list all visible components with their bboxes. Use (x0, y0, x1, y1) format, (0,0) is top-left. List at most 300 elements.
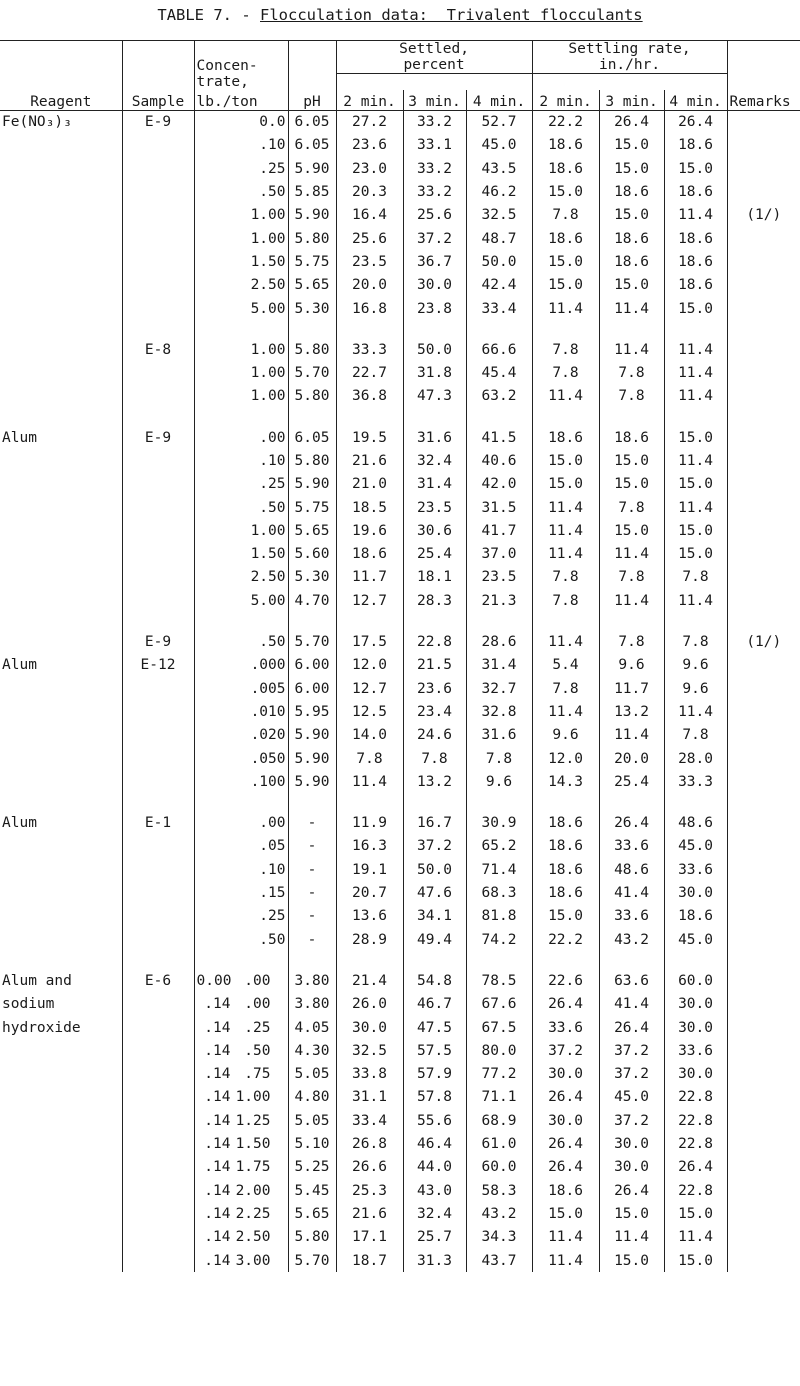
rate-2min-cell: 18.6 (532, 1179, 599, 1202)
settled-4min-cell: 41.5 (466, 426, 532, 449)
alum-concentration: .14 (204, 1182, 231, 1199)
settled-4min-cell: 48.7 (466, 227, 532, 250)
alum-concentration: .14 (204, 1159, 231, 1176)
ph-cell: 5.90 (288, 204, 336, 227)
rate-4min-cell: 26.4 (664, 110, 727, 134)
rate-4min-cell: 11.4 (664, 204, 727, 227)
table-row (0, 993, 800, 1016)
reagent-cell: Alum and (2, 972, 72, 989)
ph-cell: 5.80 (288, 227, 336, 250)
concentrate-cell: .00 (194, 426, 288, 449)
ph-header: pH (288, 90, 336, 111)
ph-cell: 5.90 (288, 157, 336, 180)
rate-3min-cell: 41.4 (599, 993, 664, 1016)
table-row (0, 1226, 800, 1249)
remarks-cell (727, 519, 800, 542)
rate-3min-cell: 15.0 (599, 519, 664, 542)
flocculation-table (0, 40, 800, 1272)
settled-4min-cell: 60.0 (466, 1156, 532, 1179)
remarks-cell (727, 858, 800, 881)
rate-2min-header: 2 min. (532, 90, 599, 111)
sample-cell (122, 449, 194, 472)
rate-3min-cell: 37.2 (599, 1109, 664, 1132)
settled-4min-cell: 31.5 (466, 496, 532, 519)
rate-2min-cell: 18.6 (532, 134, 599, 157)
hydroxide-concentration: .25 (244, 1019, 271, 1036)
ph-cell: - (288, 858, 336, 881)
table-row (0, 473, 800, 496)
rate-2min-cell: 7.8 (532, 204, 599, 227)
alum-concentration: .14 (204, 1229, 231, 1246)
rate-2min-cell: 18.6 (532, 812, 599, 835)
rate-3min-cell: 9.6 (599, 654, 664, 677)
rate-4min-cell: 30.0 (664, 881, 727, 904)
rate-4min-cell: 48.6 (664, 812, 727, 835)
row-spacer (0, 320, 800, 338)
alum-concentration: .14 (204, 1136, 231, 1153)
ph-cell: 4.05 (288, 1016, 336, 1039)
settled-4min-cell: 42.0 (466, 473, 532, 496)
table-row (0, 227, 800, 250)
sample-cell (122, 543, 194, 566)
table-row (0, 835, 800, 858)
table-row (0, 770, 800, 793)
reagent-cell: Alum (2, 429, 37, 446)
ph-cell: 5.45 (288, 1179, 336, 1202)
rate-3min-cell: 30.0 (599, 1132, 664, 1155)
rate-2min-cell: 15.0 (532, 473, 599, 496)
sample-cell (122, 993, 194, 1016)
sample-cell (122, 1179, 194, 1202)
settled-3min-cell: 50.0 (403, 858, 466, 881)
alum-concentration: .14 (204, 1112, 231, 1129)
rate-2min-cell: 5.4 (532, 654, 599, 677)
settled-4min-cell: 40.6 (466, 449, 532, 472)
hydroxide-concentration: 1.00 (235, 1089, 271, 1106)
remarks-cell (727, 905, 800, 928)
rate-4min-cell: 33.6 (664, 1039, 727, 1062)
ph-cell: 5.80 (288, 449, 336, 472)
rate-4min-cell: 15.0 (664, 519, 727, 542)
table-row (0, 1109, 800, 1132)
rate-4min-cell: 15.0 (664, 1249, 727, 1272)
settled-4min-cell: 63.2 (466, 385, 532, 408)
rate-4min-cell: 33.3 (664, 770, 727, 793)
rate-2min-cell: 18.6 (532, 858, 599, 881)
reagent-cell (0, 385, 122, 408)
concentrate-cell (194, 1179, 288, 1202)
sample-cell (122, 1016, 194, 1039)
ph-cell: 3.80 (288, 993, 336, 1016)
ph-cell: 6.05 (288, 426, 336, 449)
remarks-cell (727, 1156, 800, 1179)
rate-2min-cell: 26.4 (532, 993, 599, 1016)
row-spacer (0, 408, 800, 426)
settled-3min-cell: 49.4 (403, 928, 466, 951)
settled-4min-cell: 71.1 (466, 1086, 532, 1109)
rate-2min-cell: 26.4 (532, 1086, 599, 1109)
table-row (0, 134, 800, 157)
rate-3min-cell: 7.8 (599, 496, 664, 519)
table-row (0, 1249, 800, 1272)
rate-4min-cell: 30.0 (664, 993, 727, 1016)
reagent-cell (0, 297, 122, 320)
concentrate-cell: .10 (194, 134, 288, 157)
remarks-cell (727, 385, 800, 408)
remarks-cell (727, 227, 800, 250)
rate-2min-cell: 30.0 (532, 1062, 599, 1085)
remarks-cell (727, 250, 800, 273)
ph-cell: 5.70 (288, 630, 336, 653)
remarks-cell (727, 1202, 800, 1225)
rate-3min-cell: 26.4 (599, 1179, 664, 1202)
table-title: Flocculation data: Trivalent flocculants (260, 6, 643, 24)
sample-cell (122, 747, 194, 770)
settled-4min-cell: 78.5 (466, 969, 532, 992)
concentrate-cell: 2.50 (194, 566, 288, 589)
rate-2min-cell: 12.0 (532, 747, 599, 770)
ph-cell: - (288, 835, 336, 858)
sample-cell: E-8 (122, 338, 194, 361)
sample-cell: E-6 (122, 969, 194, 992)
rate-3min-cell: 7.8 (599, 385, 664, 408)
concentrate-cell (194, 1249, 288, 1272)
rate-3min-cell: 11.4 (599, 338, 664, 361)
table-row (0, 519, 800, 542)
rate-2min-cell: 11.4 (532, 496, 599, 519)
rate-2min-cell: 7.8 (532, 589, 599, 612)
settled-4min-cell: 67.5 (466, 1016, 532, 1039)
rate-2min-cell: 11.4 (532, 543, 599, 566)
settled-3min-cell: 34.1 (403, 905, 466, 928)
remarks-cell (727, 654, 800, 677)
rate-2min-cell: 11.4 (532, 297, 599, 320)
rate-2min-cell: 11.4 (532, 630, 599, 653)
rate-3min-cell: 7.8 (599, 630, 664, 653)
rate-2min-cell: 11.4 (532, 385, 599, 408)
rate-4min-cell: 18.6 (664, 274, 727, 297)
table-row (0, 654, 800, 677)
rate-4min-cell: 11.4 (664, 361, 727, 384)
sample-cell (122, 1226, 194, 1249)
rate-2min-cell: 15.0 (532, 274, 599, 297)
sample-cell (122, 677, 194, 700)
concentrate-cell (194, 1226, 288, 1249)
reagent-cell (0, 747, 122, 770)
remarks-cell (727, 1062, 800, 1085)
reagent-cell (0, 134, 122, 157)
rate-4min-cell: 15.0 (664, 157, 727, 180)
rate-3min-cell: 11.4 (599, 724, 664, 747)
rate-4min-cell: 22.8 (664, 1109, 727, 1132)
settled-2min-cell: 17.1 (336, 1226, 403, 1249)
alum-concentration: .14 (204, 1066, 231, 1083)
table-row (0, 1202, 800, 1225)
settled-unit-header: percent (336, 57, 532, 74)
alum-concentration: .14 (204, 1205, 231, 1222)
remarks-cell (727, 1132, 800, 1155)
settled-3min-cell: 25.4 (403, 543, 466, 566)
rate-4min-cell: 7.8 (664, 630, 727, 653)
remarks-cell (727, 449, 800, 472)
sample-cell (122, 724, 194, 747)
concentrate-cell (194, 993, 288, 1016)
settled-2min-cell: 20.0 (336, 274, 403, 297)
settled-3min-cell: 37.2 (403, 835, 466, 858)
reagent-cell (0, 496, 122, 519)
settled-2min-cell: 19.6 (336, 519, 403, 542)
hydroxide-concentration: 2.00 (235, 1182, 271, 1199)
rate-4min-cell: 9.6 (664, 654, 727, 677)
sample-cell (122, 297, 194, 320)
settled-3min-cell: 44.0 (403, 1156, 466, 1179)
settled-2min-cell: 21.0 (336, 473, 403, 496)
alum-concentration: 0.00 (196, 972, 232, 989)
reagent-cell (0, 1202, 122, 1225)
ph-cell: 4.30 (288, 1039, 336, 1062)
reagent-cell (0, 881, 122, 904)
sample-cell (122, 1156, 194, 1179)
settled-3min-cell: 30.6 (403, 519, 466, 542)
ph-cell: - (288, 905, 336, 928)
rate-4min-cell: 7.8 (664, 566, 727, 589)
concentrate-cell (194, 1062, 288, 1085)
settled-2min-cell: 16.4 (336, 204, 403, 227)
ph-cell: 5.70 (288, 1249, 336, 1272)
concentrate-cell: 0.0 (194, 110, 288, 134)
remarks-cell (727, 747, 800, 770)
reagent-cell (0, 589, 122, 612)
table-row (0, 1132, 800, 1155)
concentrate-cell: .50 (194, 630, 288, 653)
remarks-cell (727, 543, 800, 566)
settled-4min-header: 4 min. (466, 90, 532, 111)
settled-2min-cell: 12.7 (336, 589, 403, 612)
remarks-cell (727, 473, 800, 496)
table-row (0, 724, 800, 747)
settled-3min-cell: 23.6 (403, 677, 466, 700)
table-row (0, 157, 800, 180)
settled-4min-cell: 66.6 (466, 338, 532, 361)
reagent-cell: Fe(NO₃)₃ (2, 114, 72, 131)
settled-4min-cell: 34.3 (466, 1226, 532, 1249)
concentrate-cell: .020 (194, 724, 288, 747)
settled-3min-cell: 57.5 (403, 1039, 466, 1062)
rate-3min-cell: 45.0 (599, 1086, 664, 1109)
settled-3min-cell: 57.8 (403, 1086, 466, 1109)
rate-4min-cell: 15.0 (664, 473, 727, 496)
settled-3min-cell: 28.3 (403, 589, 466, 612)
concentrate-cell: .050 (194, 747, 288, 770)
settled-4min-cell: 33.4 (466, 297, 532, 320)
sample-cell (122, 700, 194, 723)
rate-3min-cell: 18.6 (599, 180, 664, 203)
ph-cell: 5.05 (288, 1062, 336, 1085)
settled-3min-cell: 30.0 (403, 274, 466, 297)
rate-4min-cell: 18.6 (664, 227, 727, 250)
remarks-cell (727, 700, 800, 723)
rate-3min-cell: 33.6 (599, 905, 664, 928)
remarks-cell: (1/) (727, 204, 800, 227)
settled-4min-cell: 32.7 (466, 677, 532, 700)
rate-2min-cell: 7.8 (532, 566, 599, 589)
rate-4min-cell: 30.0 (664, 1062, 727, 1085)
rate-3min-cell: 11.7 (599, 677, 664, 700)
sample-cell (122, 496, 194, 519)
concentrate-cell (194, 1132, 288, 1155)
table-row (0, 905, 800, 928)
rate-3min-cell: 11.4 (599, 543, 664, 566)
settled-4min-cell: 52.7 (466, 110, 532, 134)
settled-3min-cell: 7.8 (403, 747, 466, 770)
remarks-cell (727, 274, 800, 297)
sample-cell (122, 227, 194, 250)
settled-2min-cell: 31.1 (336, 1086, 403, 1109)
table-row (0, 881, 800, 904)
ph-cell: 5.05 (288, 1109, 336, 1132)
alum-concentration: .14 (204, 1019, 231, 1036)
table-row (0, 1016, 800, 1039)
settled-2min-cell: 26.6 (336, 1156, 403, 1179)
reagent-cell (0, 770, 122, 793)
rate-2min-cell: 11.4 (532, 519, 599, 542)
table-row (0, 677, 800, 700)
reagent-cell (0, 928, 122, 951)
rate-3min-cell: 20.0 (599, 747, 664, 770)
sample-cell (122, 1062, 194, 1085)
settled-2min-cell: 16.3 (336, 835, 403, 858)
rate-4min-cell: 33.6 (664, 858, 727, 881)
settled-3min-cell: 31.8 (403, 361, 466, 384)
ph-cell: 5.75 (288, 250, 336, 273)
rate-2min-cell: 22.2 (532, 110, 599, 134)
sample-cell (122, 928, 194, 951)
settled-4min-cell: 21.3 (466, 589, 532, 612)
rate-3min-cell: 7.8 (599, 566, 664, 589)
settled-2min-cell: 22.7 (336, 361, 403, 384)
sample-cell (122, 473, 194, 496)
table-body (0, 110, 800, 1272)
rate-2min-cell: 33.6 (532, 1016, 599, 1039)
table-row (0, 250, 800, 273)
settled-4min-cell: 31.6 (466, 724, 532, 747)
rate-3min-cell: 25.4 (599, 770, 664, 793)
settled-3min-cell: 47.5 (403, 1016, 466, 1039)
concentrate-cell: .25 (194, 473, 288, 496)
sample-cell (122, 881, 194, 904)
rate-3min-cell: 37.2 (599, 1062, 664, 1085)
ph-cell: 5.90 (288, 770, 336, 793)
hydroxide-concentration: 1.25 (235, 1112, 271, 1129)
remarks-cell (727, 1226, 800, 1249)
rate-4min-cell: 18.6 (664, 905, 727, 928)
concentrate-cell: 1.00 (194, 204, 288, 227)
table-number: TABLE 7. - (157, 6, 261, 24)
reagent-cell: Alum (2, 657, 37, 674)
rate-2min-cell: 7.8 (532, 677, 599, 700)
settled-3min-cell: 16.7 (403, 812, 466, 835)
reagent-cell (0, 361, 122, 384)
concentrate-cell: .100 (194, 770, 288, 793)
settled-3min-cell: 36.7 (403, 250, 466, 273)
rate-2min-cell: 15.0 (532, 905, 599, 928)
sample-cell (122, 1202, 194, 1225)
remarks-cell (727, 297, 800, 320)
settled-2min-cell: 33.3 (336, 338, 403, 361)
settled-3min-cell: 33.1 (403, 134, 466, 157)
rate-2min-cell: 18.6 (532, 157, 599, 180)
table-row (0, 1179, 800, 1202)
ph-cell: 5.90 (288, 724, 336, 747)
table-row (0, 204, 800, 227)
concentrate-cell: 1.00 (194, 519, 288, 542)
remarks-cell (727, 969, 800, 992)
remarks-cell (727, 1039, 800, 1062)
rate-3min-cell: 37.2 (599, 1039, 664, 1062)
sample-cell (122, 361, 194, 384)
settled-4min-cell: 31.4 (466, 654, 532, 677)
rate-4min-cell: 11.4 (664, 338, 727, 361)
conc-header-line1: Concen- (194, 57, 288, 74)
reagent-cell (0, 677, 122, 700)
table-row (0, 361, 800, 384)
settled-3min-cell: 32.4 (403, 449, 466, 472)
concentrate-cell: .010 (194, 700, 288, 723)
rate-4min-cell: 11.4 (664, 700, 727, 723)
reagent-cell (0, 449, 122, 472)
settled-2min-cell: 21.6 (336, 1202, 403, 1225)
ph-cell: 5.30 (288, 297, 336, 320)
settled-3min-cell: 25.6 (403, 204, 466, 227)
sample-cell (122, 180, 194, 203)
sample-cell (122, 1039, 194, 1062)
rate-4min-cell: 15.0 (664, 297, 727, 320)
settled-2min-cell: 23.0 (336, 157, 403, 180)
settled-3min-cell: 24.6 (403, 724, 466, 747)
settled-4min-cell: 7.8 (466, 747, 532, 770)
rate-2min-cell: 37.2 (532, 1039, 599, 1062)
sample-cell (122, 1132, 194, 1155)
rate-2min-cell: 11.4 (532, 1226, 599, 1249)
ph-cell: 3.80 (288, 969, 336, 992)
sample-header: Sample (122, 90, 194, 111)
reagent-cell (0, 519, 122, 542)
settled-2min-cell: 33.4 (336, 1109, 403, 1132)
rate-4min-cell: 18.6 (664, 180, 727, 203)
sample-cell (122, 835, 194, 858)
remarks-cell (727, 361, 800, 384)
concentrate-cell: 2.50 (194, 274, 288, 297)
remarks-cell (727, 157, 800, 180)
reagent-cell (0, 700, 122, 723)
reagent-header: Reagent (0, 90, 122, 111)
settled-3min-cell: 33.2 (403, 157, 466, 180)
ph-cell: 5.85 (288, 180, 336, 203)
settled-4min-cell: 32.8 (466, 700, 532, 723)
rate-4min-cell: 30.0 (664, 1016, 727, 1039)
rate-2min-cell: 7.8 (532, 361, 599, 384)
rate-2min-cell: 22.2 (532, 928, 599, 951)
rate-3min-cell: 26.4 (599, 110, 664, 134)
rate-2min-cell: 18.6 (532, 227, 599, 250)
rate-4min-cell: 11.4 (664, 1226, 727, 1249)
settled-4min-cell: 46.2 (466, 180, 532, 203)
remarks-cell (727, 496, 800, 519)
sample-cell (122, 858, 194, 881)
rate-2min-cell: 11.4 (532, 1249, 599, 1272)
sample-cell: E-9 (122, 630, 194, 653)
rate-3min-cell: 11.4 (599, 1226, 664, 1249)
